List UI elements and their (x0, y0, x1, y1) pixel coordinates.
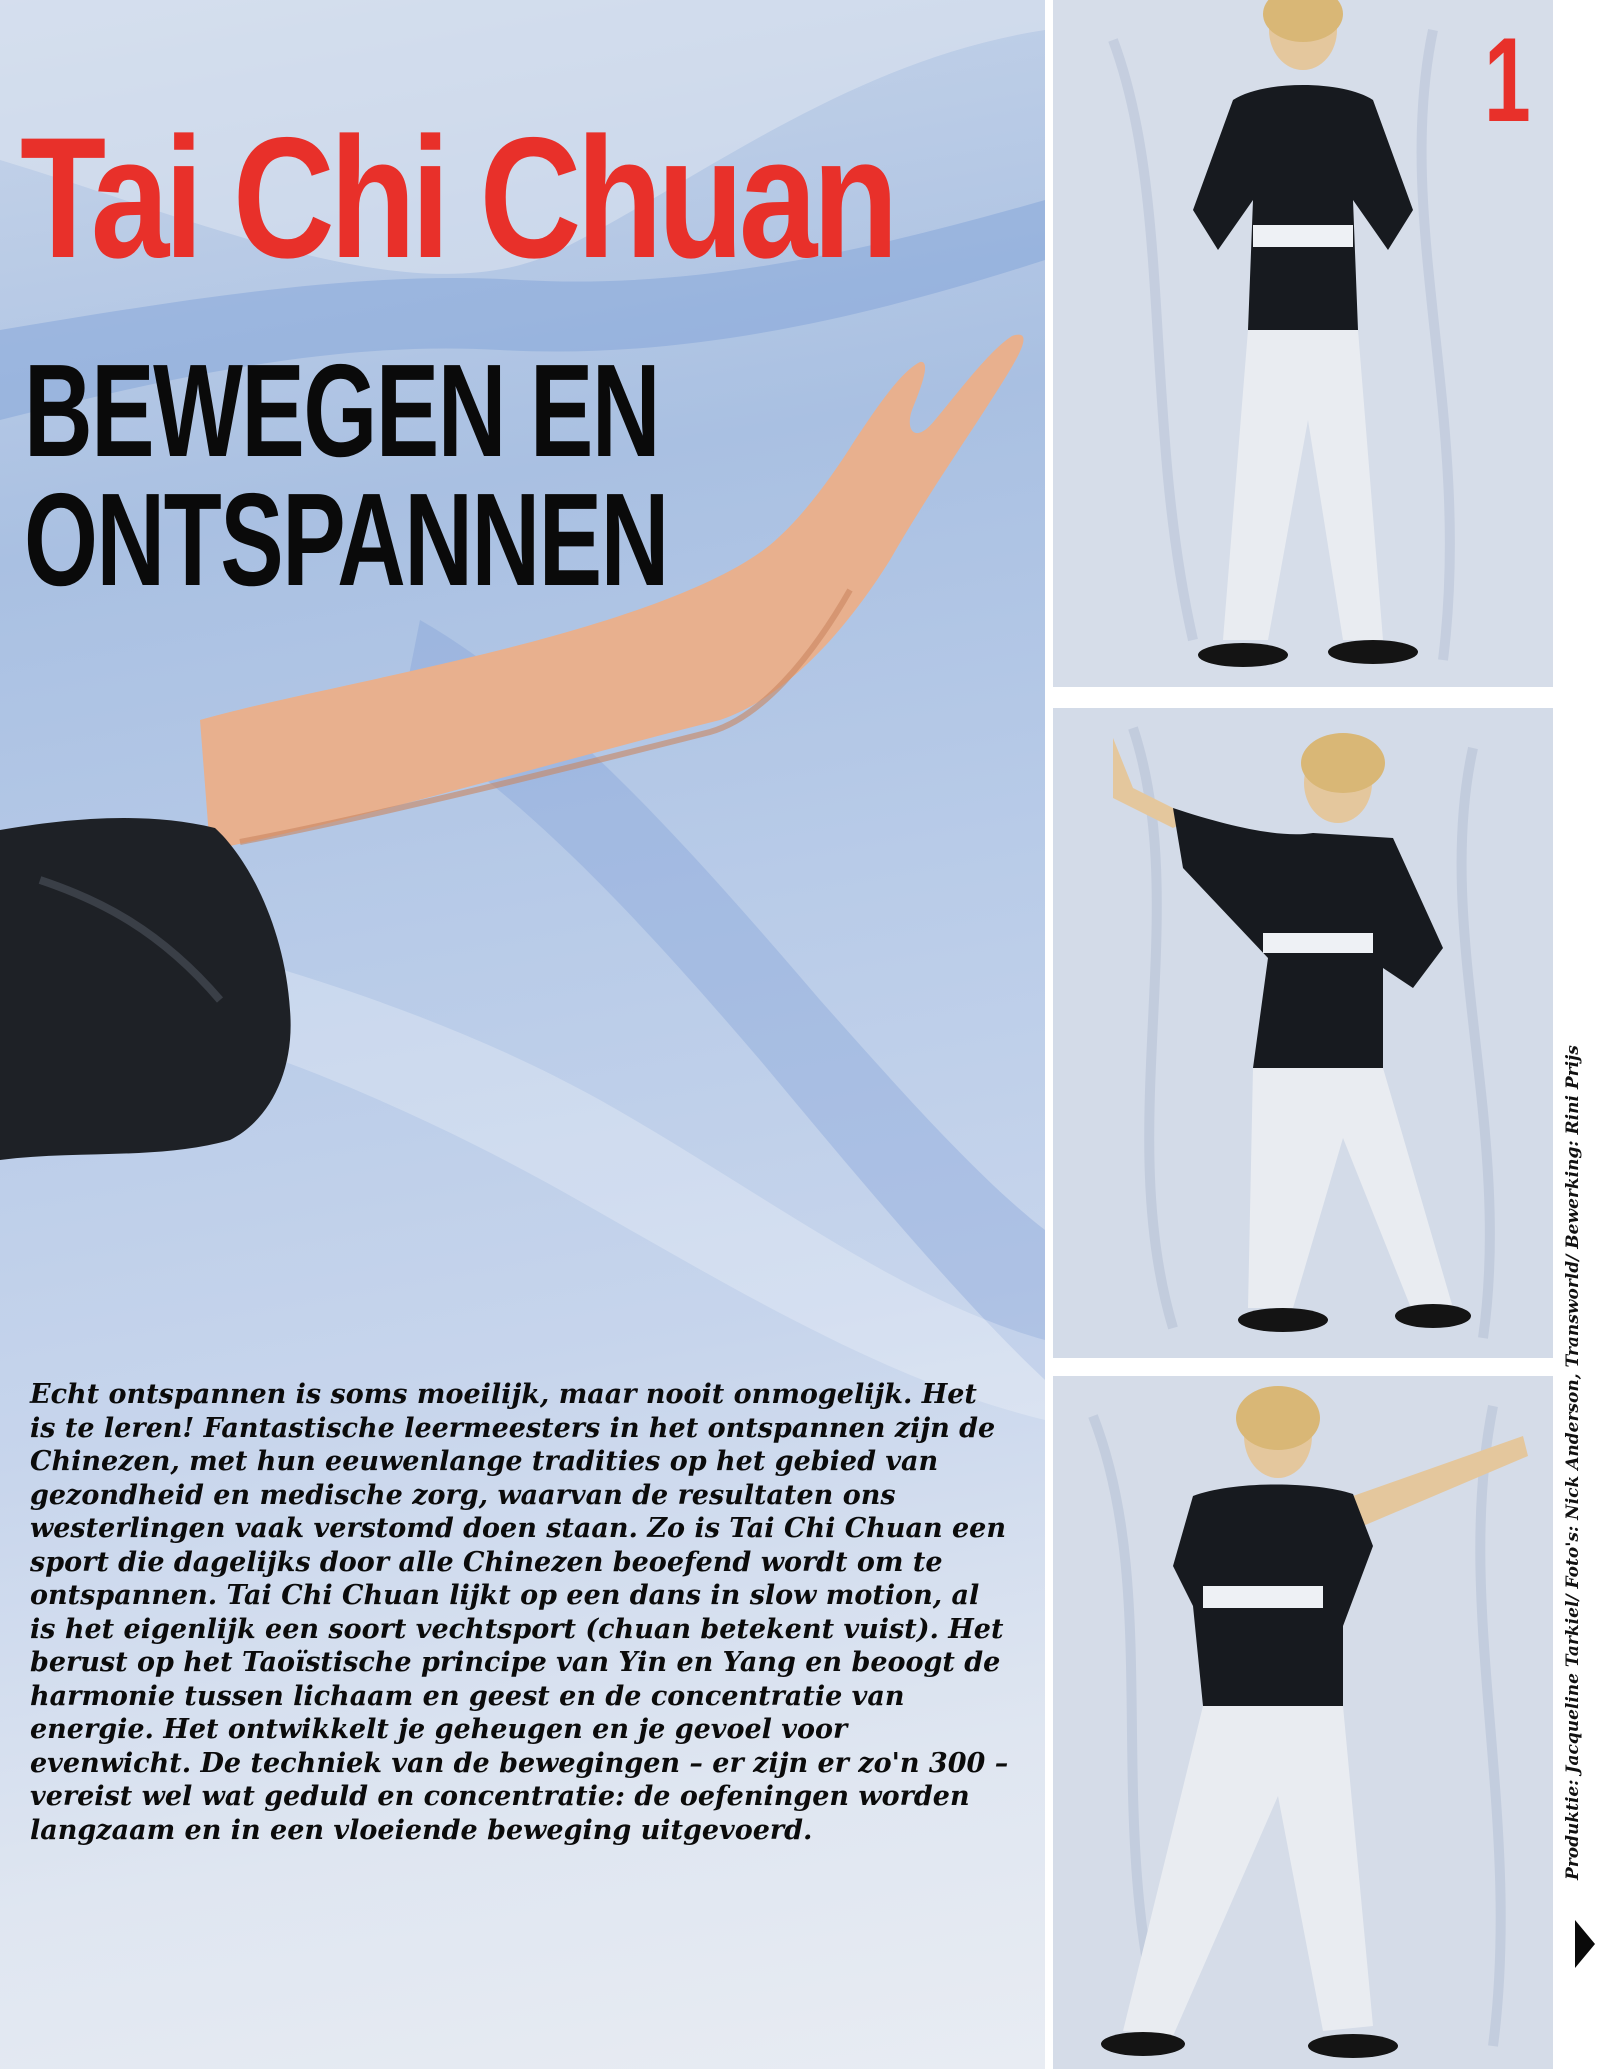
figure-pose-2-illustration (1053, 708, 1553, 1358)
step-photo-2 (1053, 708, 1553, 1358)
headline-line-2: ONTSPANNEN (24, 466, 668, 614)
intro-paragraph: Echt ontspannen is soms moeilijk, maar nooit onmogelijk. Het is te leren! Fantastische leermeesters in het ontspannen zijn de Chinezen, met hun eeuwenlange tradities op het gebied van gezondheid en medische zorg, waarvan de resultaten ons westerlingen vaak verstomd doen staan. Zo is Tai Chi Chuan een sport die dagelijks door alle Chinezen beoefend wordt om te ontspannen. Tai Chi Chuan lijkt op een dans in slow motion, al is het eigenlijk een soort vechtsport (chuan betekent vuist). Het berust op het Taoïstische principe van Yin en Yang en beoogt de harmonie tussen lichaam en geest en de concentratie van energie. Het ontwikkelt je geheugen en je gevoel voor evenwicht. De techniek van de bewegingen – er zijn er zo'n 300 – vereist wel wat geduld en concentratie: de oefeningen worden langzaam en in een vloeiende beweging uitgevoerd. (30, 1379, 1009, 1846)
figure-pose-3-illustration (1053, 1376, 1553, 2069)
headline (24, 337, 668, 614)
step-photo-1 (1053, 0, 1553, 687)
page-title: Tai Chi Chuan (20, 102, 894, 294)
headline-line-1: BEWEGEN EN (24, 337, 660, 484)
step-photo-3 (1053, 1376, 1553, 2069)
step-number: 1 (1484, 13, 1531, 147)
triangle-right-icon[interactable] (1575, 1920, 1595, 1968)
photo-credits: Produktie: Jacqueline Tarkiel/ Foto's: Nick Anderson, Transworld/ Bewerking: Rini Prijs (1563, 1045, 1583, 1880)
figure-pose-1-illustration (1053, 0, 1553, 687)
